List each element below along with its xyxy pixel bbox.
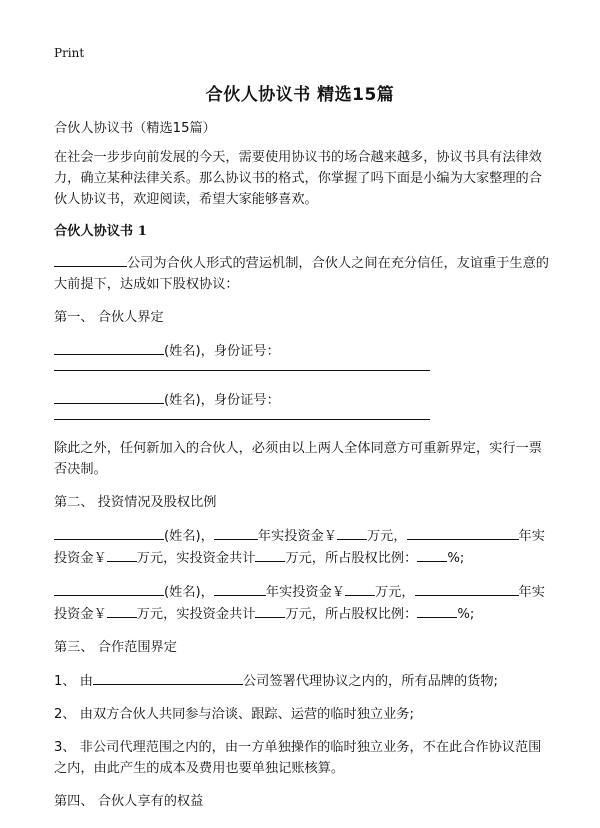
inv-text: 万元， (366, 529, 407, 544)
inv-text: 万元， (374, 585, 415, 600)
id-number-blank (54, 413, 430, 420)
other-partners-clause: 除此之外，任何新加入的合伙人，必须由以上两人全体同意方可重新界定，实行一票否决制。 (54, 441, 542, 477)
partner-id-entry (54, 389, 550, 420)
inv-text: 年 (518, 529, 532, 544)
inv-text: 年实投资金￥ (265, 585, 345, 600)
document-subtitle: 合伙人协议书（精选15篇） (54, 121, 216, 136)
part1-label: 第一、 合伙人界定 (54, 310, 164, 325)
partner-id-label: (姓名)，身份证号： (164, 344, 280, 359)
inv-text: 年实投资金￥ (257, 529, 337, 544)
document-title: 合伙人协议书 精选15篇 (205, 85, 395, 105)
inv-text: (姓名)， (164, 585, 214, 600)
scope-text: 公司签署代理协议之内的，所有品牌的货物; (242, 674, 498, 689)
scope-item-3: 3、 非公司代理范围之内的，由一方单独操作的临时独立业务，不在此合作协议范围之内，由此产生的成本及费用也要单独记账核算。 (54, 740, 542, 776)
blank (415, 581, 519, 596)
blank (417, 603, 457, 618)
part2-label: 第二、 投资情况及股权比例 (54, 495, 217, 510)
blank (54, 581, 164, 596)
intro-paragraph: 在社会一步步向前发展的今天，需要使用协议书的场合越来越多，协议书具有法律效力，确立某种法律关系。那么协议书的格式，你掌握了吗下面是小编为大家整理的合伙人协议书，欢迎阅读，希望大家能够喜欢。 (54, 150, 542, 207)
company-name-blank (54, 252, 127, 267)
inv-text: 万元，所占股权比例： (285, 551, 418, 566)
scope-text: 1、 由 (54, 674, 93, 689)
blank (107, 547, 137, 562)
inv-text: (姓名)， (164, 529, 214, 544)
partner-id-label: (姓名)，身份证号： (164, 393, 280, 408)
investment-entry-1 (54, 525, 550, 569)
inv-text: %; (447, 551, 465, 566)
blank (255, 547, 285, 562)
blank (107, 603, 137, 618)
document-body (54, 118, 550, 824)
partner-name-blank (54, 340, 164, 355)
company-clause (54, 252, 550, 295)
inv-text: 实投资金￥ (54, 585, 545, 622)
partner-name-blank (54, 389, 164, 404)
inv-text: 万元，实投资金共计 (136, 551, 256, 566)
scope-item-1 (54, 670, 550, 692)
part4-label: 第四、 合伙人享有的权益 (54, 794, 204, 809)
blank (214, 525, 258, 540)
blank (337, 525, 367, 540)
scope-item-2: 2、 由双方合伙人共同参与洽谈、跟踪、运营的临时独立业务; (54, 707, 414, 722)
investment-entry-2 (54, 581, 550, 625)
company-clause-text: 公司为合伙人形式的营运机制，合伙人之间在充分信任，友谊重于生意的大前提下，达成如下股权协议： (54, 256, 549, 292)
blank (407, 525, 519, 540)
blank (54, 525, 164, 540)
print-label[interactable]: Print (54, 46, 85, 60)
id-number-blank (54, 364, 430, 371)
inv-text: 年 (518, 585, 532, 600)
blank (93, 670, 243, 685)
part3-label: 第三、 合作范围界定 (54, 640, 177, 655)
blank (255, 603, 285, 618)
partner-id-entry (54, 340, 550, 371)
blank (345, 581, 375, 596)
inv-text: 实投资金￥ (54, 529, 545, 566)
inv-text: 万元，所占股权比例： (285, 607, 418, 622)
inv-text: %; (457, 607, 475, 622)
blank (417, 547, 447, 562)
blank (214, 581, 266, 596)
section-heading-1: 合伙人协议书 1 (54, 224, 147, 239)
inv-text: 万元，实投资金共计 (136, 607, 256, 622)
